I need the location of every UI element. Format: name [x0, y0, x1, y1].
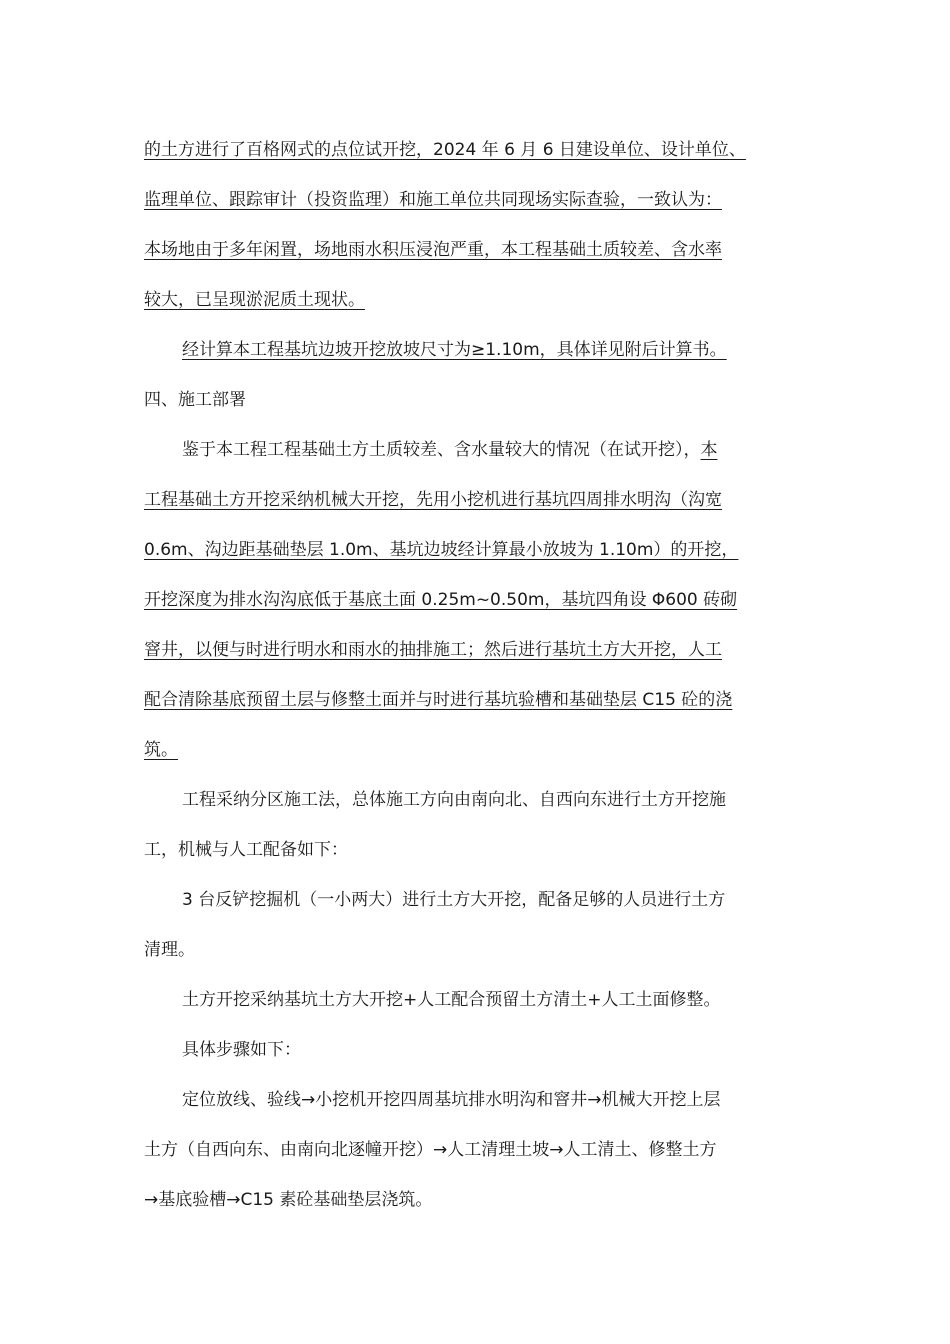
- paragraph-line: 工，机械与人工配备如下：: [144, 840, 348, 860]
- paragraph-line: 工程基础土方开挖采纳机械大开挖，先用小挖机进行基坑四周排水明沟（沟宽: [144, 490, 722, 510]
- underlined-text: 本: [700, 440, 718, 460]
- paragraph-line: 具体步骤如下：: [182, 1040, 301, 1060]
- paragraph-line: 3 台反铲挖掘机（一小两大）进行土方大开挖，配备足够的人员进行土方: [182, 890, 726, 910]
- paragraph-line: 窨井，以便与时进行明水和雨水的抽排施工；然后进行基坑土方大开挖，人工: [144, 640, 722, 660]
- paragraph-line: 筑。: [144, 740, 178, 760]
- paragraph-line: 较大，已呈现淤泥质土现状。: [144, 290, 365, 310]
- paragraph-line: 土方开挖采纳基坑土方大开挖+人工配合预留土方清土+人工土面修整。: [182, 990, 721, 1010]
- paragraph-text: 鉴于本工程工程基础土方土质较差、含水量较大的情况（在试开挖），: [182, 440, 701, 460]
- paragraph-line: [182, 438, 718, 462]
- paragraph-line: 土方（自西向东、由南向北逐幢开挖）→人工清理土坡→人工清土、修整土方: [144, 1140, 717, 1160]
- paragraph-line: 经计算本工程基坑边坡开挖放坡尺寸为≥1.10m，具体详见附后计算书。: [182, 340, 727, 360]
- paragraph-line: 工程采纳分区施工法，总体施工方向由南向北、自西向东进行土方开挖施: [182, 790, 726, 810]
- paragraph-line: 开挖深度为排水沟沟底低于基底土面 0.25m~0.50m，基坑四角设 Φ600 砖砌: [144, 590, 738, 610]
- paragraph-line: 0.6m、沟边距基础垫层 1.0m、基坑边坡经计算最小放坡为 1.10m）的开挖，: [144, 540, 739, 560]
- paragraph-line: 配合清除基底预留土层与修整土面并与时进行基坑验槽和基础垫层 C15 砼的浇: [144, 690, 733, 710]
- paragraph-line: 监理单位、跟踪审计（投资监理）和施工单位共同现场实际查验，一致认为：: [144, 190, 722, 210]
- paragraph-line: 定位放线、验线→小挖机开挖四周基坑排水明沟和窨井→机械大开挖上层: [182, 1090, 721, 1110]
- paragraph-line: 本场地由于多年闲置，场地雨水积压浸泡严重，本工程基础土质较差、含水率: [144, 240, 722, 260]
- paragraph-line: 的土方进行了百格网式的点位试开挖，2024 年 6 月 6 日建设单位、设计单位、: [144, 140, 746, 160]
- section-heading: 四、施工部署: [144, 390, 246, 410]
- paragraph-line: 清理。: [144, 940, 195, 960]
- paragraph-line: →基底验槽→C15 素砼基础垫层浇筑。: [144, 1190, 433, 1210]
